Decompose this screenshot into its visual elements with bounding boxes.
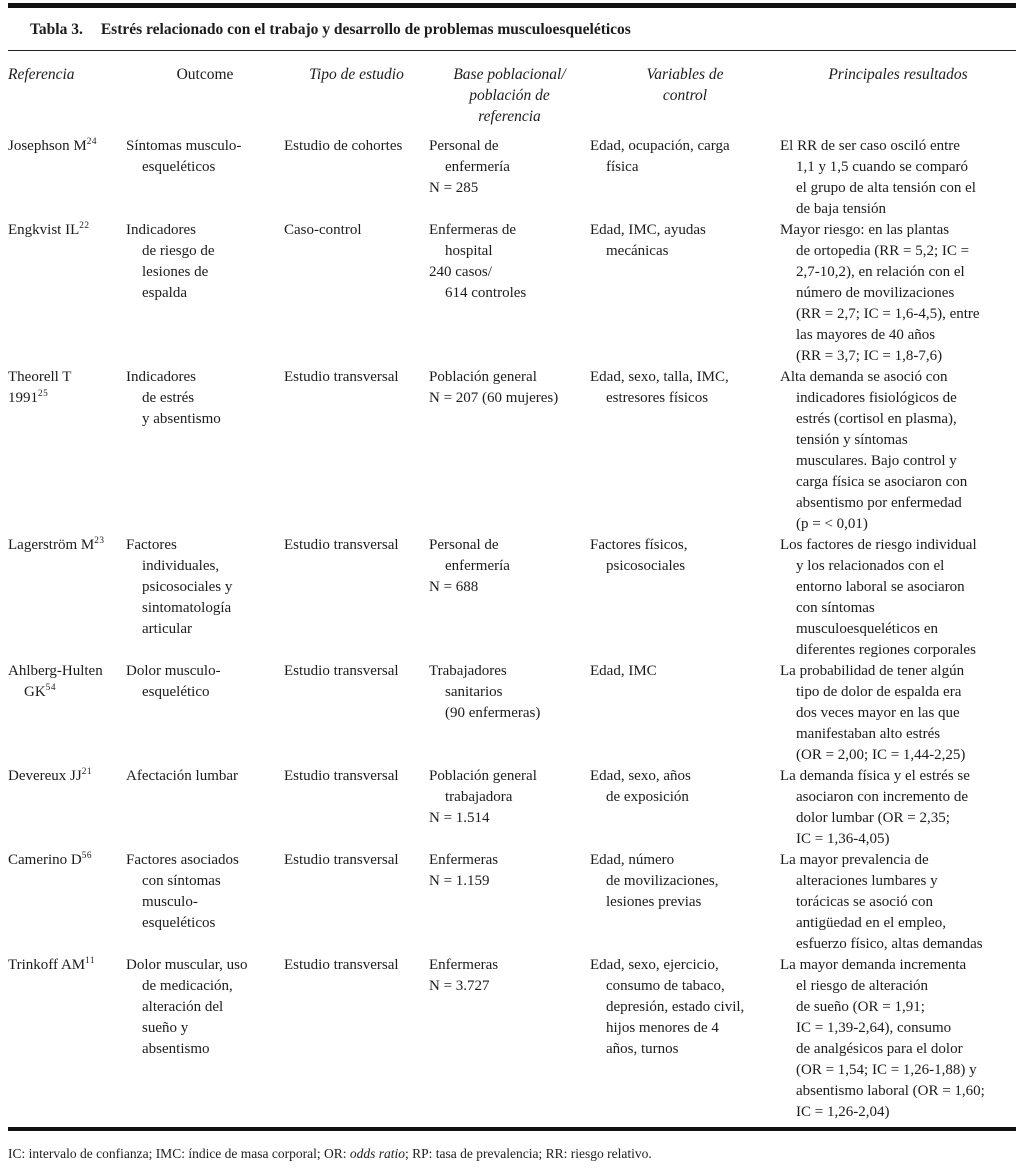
text-line: Trabajadores — [429, 663, 507, 679]
text-line: absentismo — [142, 1041, 210, 1057]
text-line: N = 1.514 — [429, 810, 490, 826]
cell-variables — [590, 766, 780, 850]
text-line: musculo- — [142, 894, 198, 910]
text-line: Personal de — [429, 138, 499, 154]
text-line: IC = 1,39-2,64), consumo — [796, 1020, 952, 1036]
text-line: Personal de — [429, 537, 499, 553]
cell-base — [429, 220, 590, 367]
header-line: Principales resultados — [828, 66, 968, 83]
text-line: La demanda física y el estrés se — [780, 768, 970, 784]
text-line: tensión y síntomas — [796, 432, 908, 448]
cell-resultados — [780, 850, 1016, 955]
text-line: años, turnos — [606, 1041, 679, 1057]
text-line: Engkvist IL$^{22}$ — [8, 221, 90, 238]
table-header-row — [8, 51, 1016, 127]
reference-superscript: 25 — [38, 389, 49, 399]
header-line: Base poblacional/ — [453, 66, 566, 83]
column-header-variables — [590, 64, 780, 127]
text-line: Trinkoff AM$^{11}$ — [8, 956, 96, 973]
text-line: hijos menores de 4 — [606, 1020, 719, 1036]
footnote-text: IC: intervalo de confianza; IMC: índice de masa corporal; OR: — [8, 1146, 350, 1161]
text-line: y absentismo — [142, 411, 221, 427]
cell-variables — [590, 661, 780, 766]
cell-variables — [590, 955, 780, 1123]
cell-outcome — [126, 661, 284, 766]
text-line: de ortopedia (RR = 5,2; IC = — [796, 243, 970, 259]
text-line: Enfermeras de — [429, 222, 517, 238]
text-line: Ahlberg-Hulten — [8, 663, 103, 679]
text-line: absentismo laboral (OR = 1,60; — [796, 1083, 985, 1099]
cell-variables — [590, 535, 780, 661]
text-line: Síntomas musculo- — [126, 138, 242, 154]
text-line: N = 207 (60 mujeres) — [429, 390, 559, 406]
text-line: lesiones de — [142, 264, 209, 280]
footnote-italic-term: odds ratio — [349, 1146, 406, 1161]
table-row — [8, 766, 1016, 850]
header-line: Variables de — [646, 66, 724, 83]
text-line: Caso-control — [284, 222, 362, 238]
reference-superscript: 11 — [85, 956, 96, 966]
text-line: Edad, IMC, ayudas — [590, 222, 706, 238]
text-line: de exposición — [606, 789, 689, 805]
text-line: Estudio transversal — [284, 852, 399, 868]
table-row — [8, 220, 1016, 367]
text-line: manifestaban alto estrés — [796, 726, 941, 742]
text-line: Devereux JJ$^{21}$ — [8, 767, 93, 784]
cell-resultados — [780, 766, 1016, 850]
text-line: (p = < 0,01) — [796, 516, 868, 532]
table-row — [8, 955, 1016, 1123]
text-line: absentismo por enfermedad — [796, 495, 962, 511]
text-line: esqueléticos — [142, 159, 216, 175]
text-line: Josephson $M^{24}$ — [8, 137, 98, 154]
text-line: física — [606, 159, 639, 175]
table-row — [8, 850, 1016, 955]
cell-outcome — [126, 535, 284, 661]
text-line: La mayor prevalencia de — [780, 852, 929, 868]
text-line: Camerino $D^{56}$ — [8, 851, 93, 868]
text-line: enfermería — [445, 159, 510, 175]
cell-referencia — [8, 367, 126, 535]
text-line: musculares. Bajo control y — [796, 453, 957, 469]
text-line: indicadores fisiológicos de — [796, 390, 957, 406]
column-header-tipo — [284, 64, 429, 127]
text-line: Enfermeras — [429, 957, 499, 973]
text-line: (RR = 3,7; IC = 1,8-7,6) — [796, 348, 943, 364]
text-line: Estudio transversal — [284, 369, 399, 385]
text-line: La probabilidad de tener algún — [780, 663, 965, 679]
text-line: esqueléticos — [142, 915, 216, 931]
table-row — [8, 367, 1016, 535]
header-line: Referencia — [8, 66, 75, 83]
cell-resultados — [780, 367, 1016, 535]
cell-tipo — [284, 535, 429, 661]
text-line: de analgésicos para el dolor — [796, 1041, 963, 1057]
reference-superscript: 23 — [94, 536, 105, 546]
cell-tipo — [284, 220, 429, 367]
cell-outcome — [126, 850, 284, 955]
text-line: depresión, estado civil, — [606, 999, 745, 1015]
cell-tipo — [284, 955, 429, 1123]
text-line: antigüedad en el empleo, — [796, 915, 946, 931]
text-line: 240 casos/ — [429, 264, 492, 280]
cell-base — [429, 661, 590, 766]
cell-resultados — [780, 535, 1016, 661]
cell-outcome — [126, 766, 284, 850]
text-line: Estudio transversal — [284, 957, 399, 973]
text-line: sanitarios — [445, 684, 503, 700]
table-row — [8, 136, 1016, 220]
cell-referencia — [8, 661, 126, 766]
reference-superscript: 21 — [81, 767, 93, 777]
text-line: Los factores de riesgo individual — [780, 537, 977, 553]
text-line: dolor lumbar (OR = 2,35; — [796, 810, 950, 826]
text-line: Estudio transversal — [284, 537, 399, 553]
text-line: con síntomas — [796, 600, 875, 616]
text-line: Edad, sexo, años — [590, 768, 691, 784]
text-line: consumo de tabaco, — [606, 978, 725, 994]
cell-tipo — [284, 661, 429, 766]
cell-resultados — [780, 220, 1016, 367]
cell-outcome — [126, 136, 284, 220]
text-line: entorno laboral se asociaron — [796, 579, 965, 595]
text-line: N = 285 — [429, 180, 479, 196]
text-line: estrés (cortisol en plasma), — [796, 411, 957, 427]
text-line: (OR = 2,00; IC = 1,44-2,25) — [796, 747, 966, 763]
header-line: Tipo de estudio — [309, 66, 404, 83]
text-line: de baja tensión — [796, 201, 886, 217]
cell-tipo — [284, 850, 429, 955]
header-line: Outcome — [176, 66, 234, 83]
header-line: referencia — [478, 108, 541, 125]
text-line: trabajadora — [445, 789, 513, 805]
text-line: de medicación, — [142, 978, 233, 994]
text-line: IC = 1,36-4,05) — [796, 831, 890, 847]
text-line: psicosociales y — [142, 579, 233, 595]
text-line: el riesgo de alteración — [796, 978, 929, 994]
text-line: Indicadores — [126, 369, 196, 385]
text-line: Edad, sexo, ejercicio, — [590, 957, 719, 973]
cell-tipo — [284, 136, 429, 220]
text-line: hospital — [445, 243, 493, 259]
text-line: Factores — [126, 537, 177, 553]
cell-resultados — [780, 955, 1016, 1123]
text-line: Edad, ocupación, carga — [590, 138, 730, 154]
cell-referencia — [8, 955, 126, 1123]
text-line: 1991$^{25}$ — [8, 389, 49, 406]
cell-base — [429, 766, 590, 850]
text-line: asociaron con incremento de — [796, 789, 969, 805]
text-line: GK$^{54}$ — [24, 683, 56, 700]
cell-resultados — [780, 136, 1016, 220]
text-line: enfermería — [445, 558, 510, 574]
text-line: Theorell T — [8, 369, 72, 385]
text-line: de riesgo de — [142, 243, 215, 259]
text-line: (OR = 1,54; IC = 1,26-1,88) y — [796, 1062, 977, 1078]
text-line: las mayores de 40 años — [796, 327, 936, 343]
column-header-resultados — [780, 64, 1016, 127]
cell-outcome — [126, 220, 284, 367]
table-caption-label: Tabla 3. — [30, 21, 83, 38]
cell-tipo — [284, 766, 429, 850]
header-line: control — [662, 87, 708, 104]
text-line: Estudio transversal — [284, 768, 399, 784]
reference-superscript: 22 — [79, 221, 90, 231]
cell-base — [429, 136, 590, 220]
text-line: Dolor musculo- — [126, 663, 221, 679]
text-line: 614 controles — [445, 285, 527, 301]
reference-superscript: 56 — [81, 851, 93, 861]
text-line: torácicas se asoció con — [796, 894, 934, 910]
text-line: N = 1.159 — [429, 873, 490, 889]
cell-base — [429, 367, 590, 535]
text-line: La mayor demanda incrementa — [780, 957, 967, 973]
cell-variables — [590, 850, 780, 955]
reference-superscript: 54 — [45, 683, 56, 693]
text-line: El RR de ser caso osciló entre — [780, 138, 960, 154]
text-line: mecánicas — [606, 243, 669, 259]
text-line: Indicadores — [126, 222, 196, 238]
cell-base — [429, 850, 590, 955]
text-line: y los relacionados con el — [796, 558, 945, 574]
footnote-text: ; RP: tasa de prevalencia; RR: riesgo relativo. — [405, 1146, 652, 1161]
cell-variables — [590, 220, 780, 367]
text-line: individuales, — [142, 558, 220, 574]
text-line: 2,7-10,2), en relación con el — [796, 264, 965, 280]
bottom-rule — [8, 1127, 1016, 1131]
header-line: población de — [469, 87, 550, 104]
text-line: Enfermeras — [429, 852, 499, 868]
text-line: tipo de dolor de espalda era — [796, 684, 962, 700]
text-line: Factores asociados — [126, 852, 239, 868]
text-line: de movilizaciones, — [606, 873, 719, 889]
cell-tipo — [284, 367, 429, 535]
text-line: alteraciones lumbares y — [796, 873, 938, 889]
text-line: de estrés — [142, 390, 195, 406]
text-line: Lagerström $M^{23}$ — [8, 536, 105, 553]
text-line: el grupo de alta tensión con el — [796, 180, 976, 196]
text-line: Población general — [429, 369, 537, 385]
text-line: Dolor muscular, uso — [126, 957, 248, 973]
cell-referencia — [8, 535, 126, 661]
text-line: (RR = 2,7; IC = 1,6-4,5), entre — [796, 306, 980, 322]
cell-base — [429, 955, 590, 1123]
text-line: lesiones previas — [606, 894, 702, 910]
text-line: esfuerzo físico, altas demandas — [796, 936, 983, 952]
text-line: carga física se asociaron con — [796, 474, 968, 490]
text-line: espalda — [142, 285, 187, 301]
cell-referencia — [8, 850, 126, 955]
table-caption — [8, 8, 1016, 51]
text-line: Edad, sexo, talla, IMC, — [590, 369, 729, 385]
cell-base — [429, 535, 590, 661]
cell-resultados — [780, 661, 1016, 766]
reference-superscript: 24 — [86, 137, 98, 147]
table-caption-text: Estrés relacionado con el trabajo y desarrollo de problemas musculoesqueléticos — [100, 21, 631, 38]
text-line: psicosociales — [606, 558, 686, 574]
text-line: alteración del — [142, 999, 224, 1015]
table-body — [8, 136, 1016, 1123]
cell-variables — [590, 367, 780, 535]
text-line: (90 enfermeras) — [445, 705, 541, 721]
cell-referencia — [8, 766, 126, 850]
text-line: musculoesqueléticos en — [796, 621, 939, 637]
text-line: Edad, número — [590, 852, 675, 868]
text-line: diferentes regiones corporales — [796, 642, 976, 658]
text-line: Alta demanda se asoció con — [780, 369, 948, 385]
text-line: Edad, IMC — [590, 663, 657, 679]
table-row — [8, 661, 1016, 766]
text-line: 1,1 y 1,5 cuando se comparó — [796, 159, 969, 175]
text-line: Afectación lumbar — [126, 768, 239, 784]
text-line: N = 688 — [429, 579, 479, 595]
cell-referencia — [8, 136, 126, 220]
text-line: Mayor riesgo: en las plantas — [780, 222, 950, 238]
cell-variables — [590, 136, 780, 220]
text-line: Estudio de cohortes — [284, 138, 403, 154]
cell-referencia — [8, 220, 126, 367]
text-line: articular — [142, 621, 192, 637]
table-row — [8, 535, 1016, 661]
column-header-referencia — [8, 64, 126, 127]
text-line: de sueño (OR = 1,91; — [796, 999, 925, 1015]
table-footnote — [8, 1145, 1016, 1163]
text-line: sueño y — [142, 1020, 189, 1036]
text-line: N = 3.727 — [429, 978, 490, 994]
text-line: esquelético — [142, 684, 210, 700]
text-line: con síntomas — [142, 873, 221, 889]
text-line: Población general — [429, 768, 537, 784]
column-header-base — [429, 64, 590, 127]
text-line: dos veces mayor en las que — [796, 705, 960, 721]
text-line: Factores físicos, — [590, 537, 688, 553]
text-line: Estudio transversal — [284, 663, 399, 679]
text-line: número de movilizaciones — [796, 285, 955, 301]
cell-outcome — [126, 367, 284, 535]
cell-outcome — [126, 955, 284, 1123]
column-header-outcome — [126, 64, 284, 127]
text-line: estresores físicos — [606, 390, 709, 406]
text-line: sintomatología — [142, 600, 232, 616]
text-line: IC = 1,26-2,04) — [796, 1104, 890, 1120]
